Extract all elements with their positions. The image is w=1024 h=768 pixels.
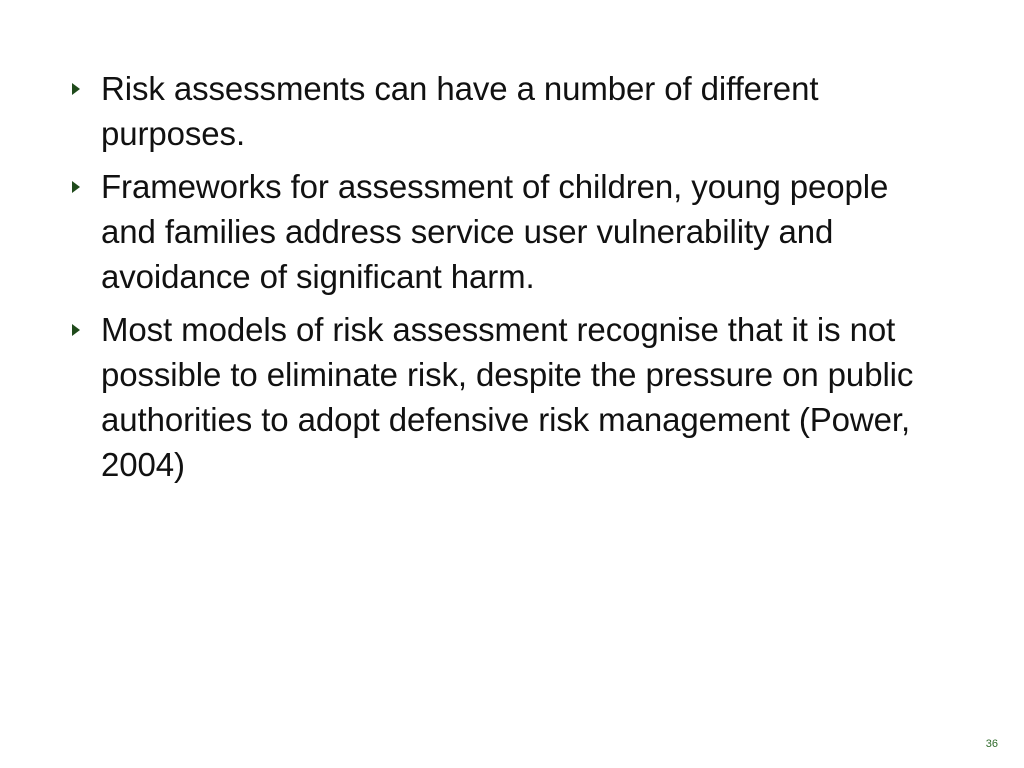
bullet-text: Risk assessments can have a number of different purposes. bbox=[101, 70, 819, 152]
triangle-bullet-icon bbox=[72, 324, 80, 336]
triangle-bullet-icon bbox=[72, 181, 80, 193]
slide-number: 36 bbox=[985, 738, 998, 750]
bullet-item bbox=[72, 66, 952, 156]
triangle-bullet-icon bbox=[72, 83, 80, 95]
bullet-text: Frameworks for assessment of children, young people and families address service user vulnerability and avoidance of significant harm. bbox=[101, 168, 889, 295]
bullet-item bbox=[72, 307, 952, 487]
bullet-item bbox=[72, 164, 952, 299]
bullet-list bbox=[72, 66, 952, 495]
bullet-text: Most models of risk assessment recognise that it is not possible to eliminate risk, despite the pressure on public authorities to adopt defensive risk management (Power, 2004) bbox=[101, 311, 914, 483]
